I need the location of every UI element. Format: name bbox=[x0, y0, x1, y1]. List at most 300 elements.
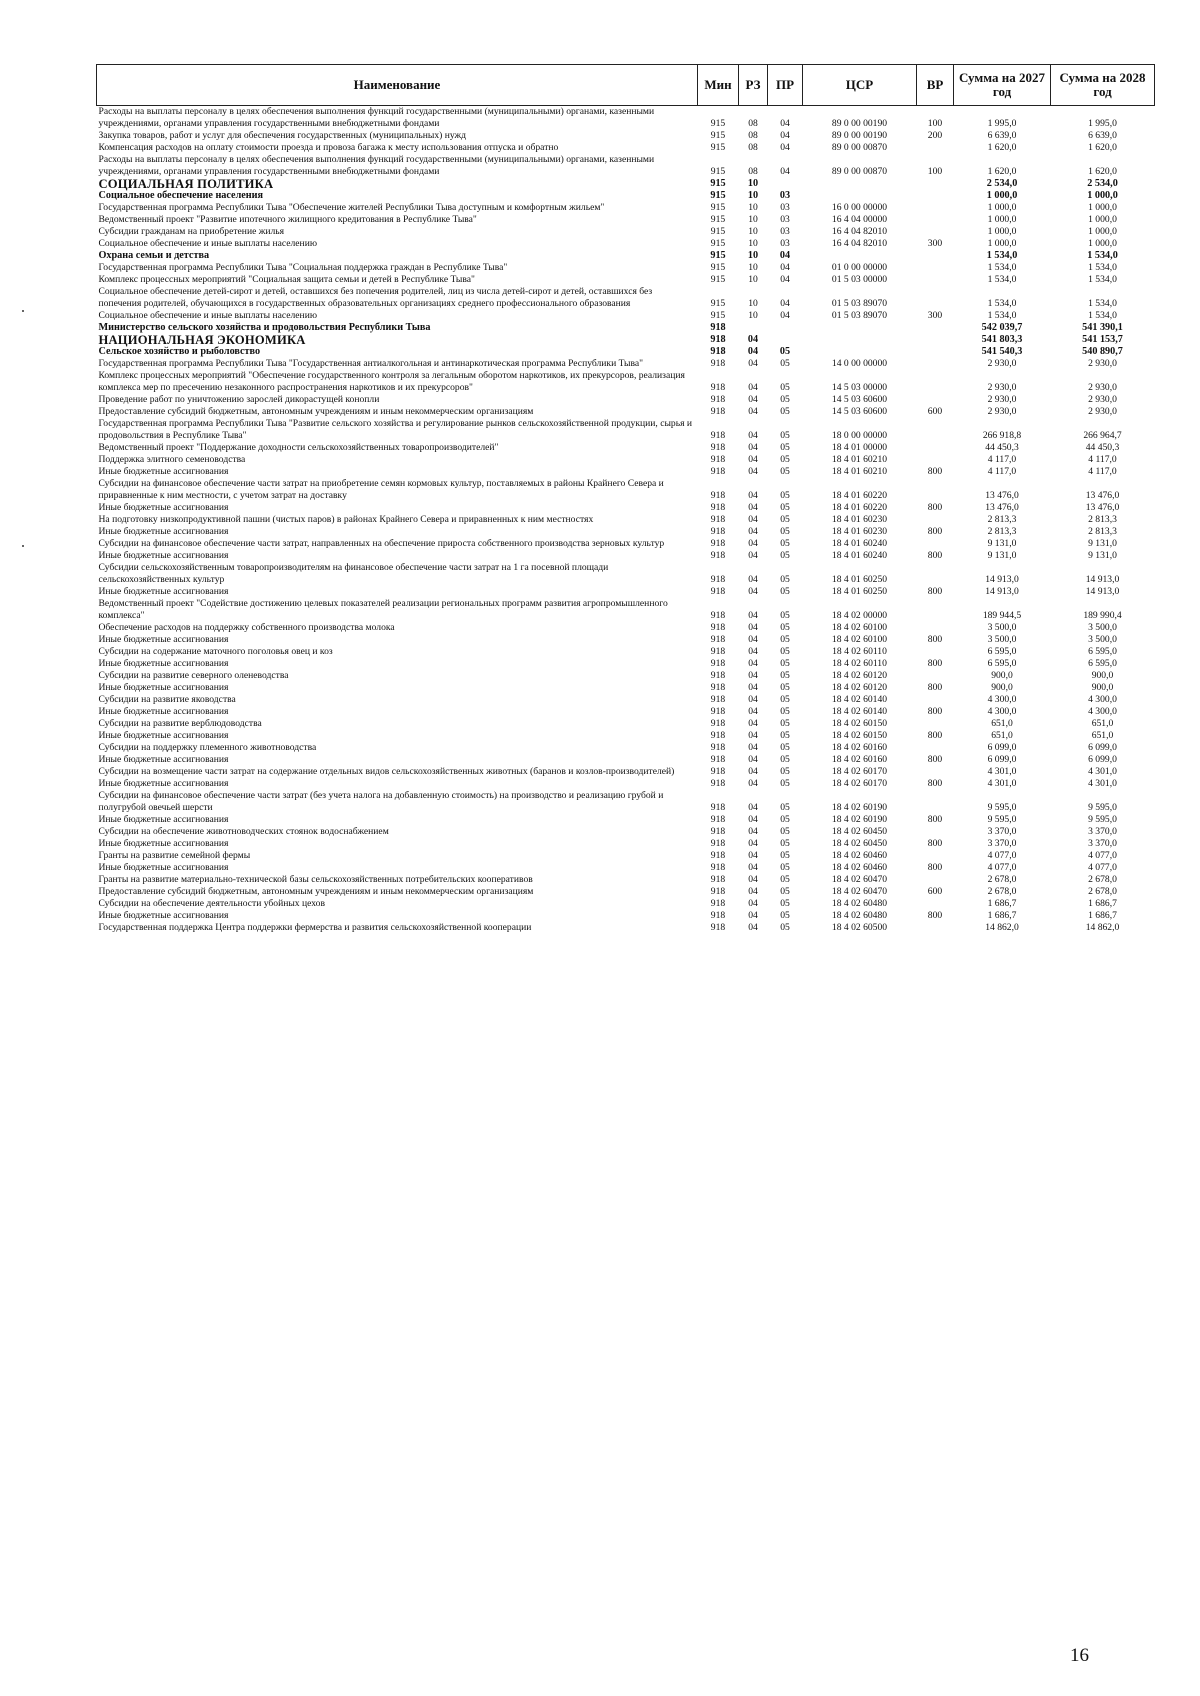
cell-vr bbox=[917, 898, 954, 910]
table-row bbox=[97, 922, 1155, 934]
cell-rz: 04 bbox=[748, 430, 758, 441]
cell-sum-2028: 3 370,0 bbox=[1088, 826, 1117, 837]
cell-csr: 01 0 00 00000 bbox=[831, 262, 888, 273]
cell-name: Социальное обеспечение и иные выплаты населению bbox=[98, 310, 317, 321]
cell-sum-2028: 541 153,7 bbox=[1082, 334, 1123, 345]
cell-name: Субсидии на развитие верблюдоводства bbox=[98, 718, 262, 729]
table-row bbox=[97, 622, 1155, 634]
cell-vr: 800 bbox=[927, 862, 943, 873]
cell-sum-2028: 3 370,0 bbox=[1088, 838, 1117, 849]
cell-name: Субсидии на финансовое обеспечение части затрат, направленных на обеспечение прироста собственного производства зерновых культур bbox=[98, 538, 665, 549]
cell-csr: 18 4 01 60230 bbox=[831, 526, 888, 537]
cell-min: 918 bbox=[710, 382, 726, 393]
cell-sum-2027: 541 540,3 bbox=[981, 346, 1023, 357]
cell-pr: 05 bbox=[780, 706, 790, 717]
table-row bbox=[97, 502, 1155, 514]
table-row bbox=[97, 562, 1155, 586]
cell-csr: 89 0 00 00190 bbox=[831, 118, 888, 129]
cell-sum-2028: 540 890,7 bbox=[1082, 346, 1123, 357]
cell-rz: 10 bbox=[748, 298, 758, 309]
cell-csr: 89 0 00 00870 bbox=[831, 166, 888, 177]
cell-rz: 04 bbox=[748, 766, 758, 777]
cell-name: Субсидии на обеспечение животноводческих стоянок водоснабжением bbox=[98, 826, 389, 837]
cell-csr: 18 4 02 60450 bbox=[831, 826, 888, 837]
cell-sum-2028: 4 077,0 bbox=[1088, 850, 1117, 861]
cell-rz: 04 bbox=[748, 586, 758, 597]
budget-table bbox=[96, 64, 1155, 934]
cell-min: 918 bbox=[710, 814, 726, 825]
cell-name: Закупка товаров, работ и услуг для обеспечения государственных (муниципальных) нужд bbox=[98, 130, 467, 141]
header-vr: ВР bbox=[917, 65, 954, 106]
cell-rz: 04 bbox=[748, 670, 758, 681]
cell-name: Иные бюджетные ассигнования bbox=[98, 730, 229, 741]
cell-min: 918 bbox=[710, 610, 726, 621]
cell-sum-2027: 542 039,7 bbox=[981, 322, 1023, 333]
table-row bbox=[97, 730, 1155, 742]
table-row bbox=[97, 694, 1155, 706]
cell-min: 918 bbox=[710, 658, 726, 669]
cell-vr: 800 bbox=[927, 910, 943, 921]
cell-vr bbox=[917, 478, 954, 502]
cell-pr: 05 bbox=[780, 406, 790, 417]
cell-name: Иные бюджетные ассигнования bbox=[98, 778, 229, 789]
cell-name: Государственная программа Республики Тыва "Социальная поддержка граждан в Республике Тыва" bbox=[98, 262, 508, 273]
cell-min: 918 bbox=[710, 634, 726, 645]
cell-name: Иные бюджетные ассигнования bbox=[98, 838, 229, 849]
cell-sum-2028: 1 534,0 bbox=[1087, 250, 1118, 261]
cell-sum-2027: 1 620,0 bbox=[987, 142, 1017, 153]
cell-min: 918 bbox=[710, 514, 726, 525]
cell-sum-2028: 9 595,0 bbox=[1088, 802, 1117, 813]
cell-sum-2028: 2 813,3 bbox=[1088, 526, 1117, 537]
cell-csr: 18 4 02 60470 bbox=[831, 874, 888, 885]
cell-min: 918 bbox=[710, 526, 726, 537]
cell-min: 915 bbox=[710, 142, 726, 153]
cell-pr: 05 bbox=[780, 826, 790, 837]
cell-pr: 05 bbox=[780, 586, 790, 597]
cell-name: Субсидии гражданам на приобретение жилья bbox=[98, 226, 285, 237]
cell-rz: 04 bbox=[748, 898, 758, 909]
cell-sum-2028: 4 077,0 bbox=[1088, 862, 1117, 873]
cell-rz: 10 bbox=[748, 202, 758, 213]
cell-sum-2028: 2 930,0 bbox=[1088, 394, 1117, 405]
cell-csr: 18 4 02 60500 bbox=[831, 922, 888, 933]
cell-min: 918 bbox=[710, 682, 726, 693]
cell-vr: 800 bbox=[927, 814, 943, 825]
cell-vr bbox=[917, 286, 954, 310]
cell-vr bbox=[917, 670, 954, 682]
cell-sum-2028: 4 300,0 bbox=[1088, 706, 1117, 717]
cell-pr: 05 bbox=[780, 358, 790, 369]
cell-csr: 18 4 01 60230 bbox=[831, 514, 888, 525]
cell-vr bbox=[917, 646, 954, 658]
cell-name: НАЦИОНАЛЬНАЯ ЭКОНОМИКА bbox=[98, 333, 306, 347]
cell-sum-2028: 1 534,0 bbox=[1088, 298, 1117, 309]
cell-name: Субсидии на развитие яководства bbox=[98, 694, 236, 705]
table-row bbox=[97, 394, 1155, 406]
cell-min: 918 bbox=[710, 622, 726, 633]
cell-min: 918 bbox=[710, 766, 726, 777]
cell-sum-2027: 9 595,0 bbox=[987, 802, 1017, 813]
cell-sum-2027: 1 995,0 bbox=[987, 118, 1017, 129]
cell-min: 918 bbox=[710, 778, 726, 789]
cell-name: Иные бюджетные ассигнования bbox=[98, 682, 229, 693]
cell-sum-2028: 6 099,0 bbox=[1088, 754, 1117, 765]
cell-rz: 04 bbox=[748, 574, 758, 585]
cell-vr: 800 bbox=[927, 754, 943, 765]
cell-pr: 05 bbox=[780, 754, 790, 765]
cell-min: 918 bbox=[710, 862, 726, 873]
cell-min: 918 bbox=[710, 346, 726, 357]
cell-csr: 18 4 02 60140 bbox=[831, 694, 888, 705]
cell-pr: 05 bbox=[780, 514, 790, 525]
cell-min: 918 bbox=[710, 826, 726, 837]
cell-sum-2028: 6 099,0 bbox=[1088, 742, 1117, 753]
cell-pr: 05 bbox=[780, 454, 790, 465]
cell-rz: 04 bbox=[748, 442, 758, 453]
cell-name: Иные бюджетные ассигнования bbox=[98, 526, 229, 537]
cell-vr: 600 bbox=[927, 406, 943, 417]
cell-sum-2028: 13 476,0 bbox=[1085, 490, 1120, 501]
cell-sum-2027: 4 300,0 bbox=[987, 694, 1017, 705]
table-body bbox=[97, 106, 1155, 935]
cell-pr: 05 bbox=[780, 898, 790, 909]
cell-min: 915 bbox=[710, 190, 726, 201]
header-name: Наименование bbox=[97, 65, 698, 106]
cell-sum-2027: 1 620,0 bbox=[987, 166, 1017, 177]
table-row bbox=[97, 214, 1155, 226]
cell-min: 918 bbox=[710, 406, 726, 417]
cell-pr: 05 bbox=[780, 718, 790, 729]
table-row bbox=[97, 790, 1155, 814]
cell-csr bbox=[803, 322, 917, 334]
cell-pr: 05 bbox=[780, 910, 790, 921]
cell-rz: 04 bbox=[748, 706, 758, 717]
table-row bbox=[97, 742, 1155, 754]
cell-min: 918 bbox=[710, 922, 726, 933]
cell-pr: 05 bbox=[780, 526, 790, 537]
header-csr: ЦСР bbox=[803, 65, 917, 106]
cell-pr: 05 bbox=[780, 886, 790, 897]
cell-vr: 800 bbox=[927, 730, 943, 741]
cell-name: Субсидии на развитие северного оленеводства bbox=[98, 670, 289, 681]
cell-csr: 16 0 00 00000 bbox=[831, 202, 888, 213]
cell-rz: 04 bbox=[748, 874, 758, 885]
cell-name: Гранты на развитие материально-технической базы сельскохозяйственных потребительских кооперативов bbox=[98, 874, 533, 885]
cell-pr: 05 bbox=[780, 538, 790, 549]
table-row bbox=[97, 670, 1155, 682]
cell-csr: 18 4 01 60220 bbox=[831, 502, 888, 513]
cell-csr bbox=[803, 178, 917, 190]
cell-sum-2027: 3 370,0 bbox=[987, 838, 1017, 849]
cell-sum-2028: 2 678,0 bbox=[1088, 874, 1117, 885]
cell-sum-2027: 1 534,0 bbox=[987, 274, 1017, 285]
cell-sum-2027: 1 000,0 bbox=[987, 214, 1017, 225]
cell-sum-2028: 44 450,3 bbox=[1085, 442, 1120, 453]
cell-vr bbox=[917, 454, 954, 466]
cell-sum-2027: 6 639,0 bbox=[987, 130, 1017, 141]
cell-sum-2028: 6 639,0 bbox=[1088, 130, 1117, 141]
cell-rz: 08 bbox=[748, 166, 758, 177]
cell-pr: 05 bbox=[780, 922, 790, 933]
cell-pr: 05 bbox=[780, 814, 790, 825]
cell-pr: 05 bbox=[780, 730, 790, 741]
table-row bbox=[97, 658, 1155, 670]
cell-name: Государственная программа Республики Тыва "Государственная антиалкогольная и антинаркотическая программа Республики Тыва" bbox=[98, 358, 644, 369]
cell-vr bbox=[917, 346, 954, 358]
cell-sum-2028: 1 534,0 bbox=[1088, 310, 1117, 321]
cell-sum-2028: 14 862,0 bbox=[1085, 922, 1120, 933]
table-row bbox=[97, 682, 1155, 694]
table-row bbox=[97, 910, 1155, 922]
cell-sum-2028: 651,0 bbox=[1091, 730, 1114, 741]
scan-speck bbox=[22, 545, 24, 547]
cell-rz: 10 bbox=[747, 178, 759, 189]
cell-pr: 05 bbox=[780, 862, 790, 873]
cell-sum-2027: 9 595,0 bbox=[987, 814, 1017, 825]
scan-speck bbox=[22, 310, 24, 312]
cell-min: 918 bbox=[710, 466, 726, 477]
cell-sum-2028: 1 620,0 bbox=[1088, 166, 1117, 177]
cell-min: 918 bbox=[710, 754, 726, 765]
table-row bbox=[97, 862, 1155, 874]
cell-pr: 03 bbox=[780, 238, 790, 249]
cell-sum-2027: 3 500,0 bbox=[987, 634, 1017, 645]
cell-min: 915 bbox=[710, 118, 726, 129]
cell-sum-2028: 1 686,7 bbox=[1088, 910, 1117, 921]
cell-csr: 16 4 04 00000 bbox=[831, 214, 888, 225]
cell-rz: 04 bbox=[747, 346, 759, 357]
cell-pr: 05 bbox=[780, 670, 790, 681]
cell-name: Государственная программа Республики Тыва "Развитие сельского хозяйства и регулирование рынков сельскохозяйственной продукции, сырья и продовольствия в Республике Тыва" bbox=[98, 418, 693, 441]
cell-csr: 18 4 02 60170 bbox=[831, 778, 888, 789]
table-row bbox=[97, 178, 1155, 190]
table-row bbox=[97, 898, 1155, 910]
cell-name: Расходы на выплаты персоналу в целях обеспечения выполнения функций государственными (муниципальными) органами, казенными учреждениями, органами управления государственными внебюджетными фондами bbox=[98, 106, 655, 129]
cell-sum-2027: 6 595,0 bbox=[987, 658, 1017, 669]
cell-rz: 10 bbox=[748, 262, 758, 273]
cell-sum-2027: 1 686,7 bbox=[987, 910, 1017, 921]
table-row bbox=[97, 346, 1155, 358]
cell-csr: 18 4 02 60450 bbox=[831, 838, 888, 849]
cell-rz: 04 bbox=[748, 646, 758, 657]
cell-vr bbox=[917, 274, 954, 286]
table-row bbox=[97, 226, 1155, 238]
cell-rz: 10 bbox=[748, 226, 758, 237]
cell-pr: 04 bbox=[780, 166, 790, 177]
cell-sum-2027: 4 077,0 bbox=[987, 862, 1017, 873]
cell-min: 915 bbox=[710, 238, 726, 249]
cell-sum-2027: 6 099,0 bbox=[987, 754, 1017, 765]
cell-name: Социальное обеспечение и иные выплаты населению bbox=[98, 238, 317, 249]
cell-csr: 18 4 02 60110 bbox=[832, 658, 887, 669]
cell-pr: 05 bbox=[780, 766, 790, 777]
cell-name: Поддержка элитного семеноводства bbox=[98, 454, 246, 465]
cell-pr: 05 bbox=[780, 742, 790, 753]
cell-sum-2027: 2 813,3 bbox=[987, 514, 1017, 525]
cell-vr bbox=[917, 442, 954, 454]
cell-csr: 18 4 02 60470 bbox=[831, 886, 888, 897]
cell-sum-2027: 4 300,0 bbox=[987, 706, 1017, 717]
cell-sum-2028: 1 534,0 bbox=[1088, 262, 1117, 273]
cell-vr: 100 bbox=[927, 118, 943, 129]
cell-pr bbox=[768, 178, 803, 190]
cell-rz: 04 bbox=[748, 742, 758, 753]
cell-rz: 10 bbox=[748, 214, 758, 225]
cell-rz: 04 bbox=[748, 610, 758, 621]
table-row bbox=[97, 886, 1155, 898]
cell-sum-2028: 14 913,0 bbox=[1085, 586, 1120, 597]
table-row bbox=[97, 154, 1155, 178]
cell-sum-2028: 1 686,7 bbox=[1088, 898, 1117, 909]
cell-vr bbox=[917, 262, 954, 274]
cell-vr bbox=[917, 178, 954, 190]
cell-sum-2027: 4 301,0 bbox=[987, 778, 1017, 789]
cell-pr: 04 bbox=[779, 250, 791, 261]
table-row bbox=[97, 538, 1155, 550]
cell-min: 918 bbox=[710, 694, 726, 705]
cell-sum-2027: 4 117,0 bbox=[987, 466, 1017, 477]
cell-csr: 18 4 01 60250 bbox=[831, 574, 888, 585]
cell-rz: 08 bbox=[748, 118, 758, 129]
cell-csr: 18 4 02 00000 bbox=[831, 610, 888, 621]
cell-pr: 05 bbox=[780, 646, 790, 657]
cell-min: 918 bbox=[710, 874, 726, 885]
cell-min: 915 bbox=[710, 166, 726, 177]
cell-rz: 04 bbox=[748, 550, 758, 561]
cell-vr: 600 bbox=[927, 886, 943, 897]
cell-csr bbox=[803, 334, 917, 346]
cell-csr: 18 4 02 60480 bbox=[831, 910, 888, 921]
cell-vr: 800 bbox=[927, 706, 943, 717]
cell-csr: 18 4 02 60100 bbox=[831, 634, 888, 645]
document-page bbox=[96, 64, 1154, 934]
cell-sum-2027: 14 913,0 bbox=[985, 586, 1019, 597]
cell-rz: 08 bbox=[748, 142, 758, 153]
cell-rz: 04 bbox=[748, 526, 758, 537]
cell-min: 918 bbox=[710, 886, 726, 897]
cell-rz: 10 bbox=[748, 274, 758, 285]
table-row bbox=[97, 142, 1155, 154]
cell-min: 918 bbox=[710, 838, 726, 849]
cell-csr: 18 4 02 60140 bbox=[831, 706, 888, 717]
cell-sum-2028: 9 131,0 bbox=[1088, 550, 1117, 561]
cell-sum-2027: 14 913,0 bbox=[985, 574, 1019, 585]
cell-sum-2028: 4 117,0 bbox=[1088, 454, 1117, 465]
cell-csr: 18 4 02 60100 bbox=[831, 622, 888, 633]
cell-vr bbox=[917, 562, 954, 586]
cell-csr: 18 4 01 60210 bbox=[831, 454, 888, 465]
table-header-row bbox=[97, 65, 1155, 106]
table-row bbox=[97, 262, 1155, 274]
cell-min: 918 bbox=[710, 502, 726, 513]
cell-csr: 18 4 01 60220 bbox=[831, 490, 888, 501]
table-row bbox=[97, 814, 1155, 826]
cell-min: 915 bbox=[710, 310, 726, 321]
cell-name: Государственная поддержка Центра поддержки фермерства и развития сельскохозяйственной кооперации bbox=[98, 922, 532, 933]
cell-sum-2027: 900,0 bbox=[991, 682, 1013, 693]
cell-name: Компенсация расходов на оплату стоимости проезда и провоза багажа к месту использования отпуска и обратно bbox=[98, 142, 559, 153]
cell-pr: 05 bbox=[780, 658, 790, 669]
cell-name: Предоставление субсидий бюджетным, автономным учреждениям и иным некоммерческим организациям bbox=[98, 886, 534, 897]
cell-sum-2028: 1 000,0 bbox=[1088, 202, 1117, 213]
cell-min: 918 bbox=[710, 742, 726, 753]
cell-rz: 04 bbox=[748, 622, 758, 633]
cell-name: Гранты на развитие семейной фермы bbox=[98, 850, 251, 861]
cell-min: 918 bbox=[710, 802, 726, 813]
cell-csr: 01 5 03 89070 bbox=[831, 298, 888, 309]
cell-vr bbox=[917, 250, 954, 262]
cell-pr: 03 bbox=[780, 202, 790, 213]
cell-pr: 04 bbox=[780, 262, 790, 273]
cell-sum-2028: 2 678,0 bbox=[1088, 886, 1117, 897]
cell-vr bbox=[917, 358, 954, 370]
cell-name: Социальное обеспечение детей-сирот и детей, оставшихся без попечения родителей, лиц из числа детей-сирот и детей, оставшихся без попечения родителей, обучающихся в государственных образовательных организациях среднего профессионального образования bbox=[98, 286, 653, 309]
cell-sum-2027: 2 930,0 bbox=[987, 394, 1017, 405]
cell-sum-2027: 4 117,0 bbox=[987, 454, 1017, 465]
table-row bbox=[97, 838, 1155, 850]
cell-csr: 18 4 02 60480 bbox=[831, 898, 888, 909]
cell-sum-2027: 4 077,0 bbox=[987, 850, 1017, 861]
cell-pr: 05 bbox=[780, 490, 790, 501]
cell-rz: 04 bbox=[748, 514, 758, 525]
cell-sum-2027: 541 803,3 bbox=[981, 334, 1023, 345]
cell-name: Социальное обеспечение населения bbox=[98, 190, 264, 201]
cell-pr: 05 bbox=[780, 610, 790, 621]
cell-pr: 05 bbox=[780, 802, 790, 813]
cell-sum-2027: 13 476,0 bbox=[985, 502, 1019, 513]
cell-rz: 04 bbox=[748, 910, 758, 921]
table-row bbox=[97, 646, 1155, 658]
cell-pr: 04 bbox=[780, 142, 790, 153]
cell-min: 918 bbox=[710, 670, 726, 681]
cell-name: СОЦИАЛЬНАЯ ПОЛИТИКА bbox=[98, 177, 274, 191]
cell-name: Предоставление субсидий бюджетным, автономным учреждениям и иным некоммерческим организациям bbox=[98, 406, 534, 417]
cell-name: Расходы на выплаты персоналу в целях обеспечения выполнения функций государственными (муниципальными) органами, казенными учреждениями, органами управления государственными внебюджетными фондами bbox=[98, 154, 655, 177]
cell-rz: 04 bbox=[748, 850, 758, 861]
cell-name: Субсидии на поддержку племенного животноводства bbox=[98, 742, 317, 753]
cell-csr: 14 0 00 00000 bbox=[831, 358, 888, 369]
cell-min: 915 bbox=[710, 262, 726, 273]
cell-sum-2028: 4 301,0 bbox=[1088, 778, 1117, 789]
table-row bbox=[97, 454, 1155, 466]
cell-rz: 04 bbox=[748, 394, 758, 405]
cell-sum-2027: 651,0 bbox=[991, 718, 1013, 729]
cell-vr bbox=[917, 850, 954, 862]
cell-pr: 04 bbox=[780, 274, 790, 285]
cell-min: 918 bbox=[710, 442, 726, 453]
cell-vr bbox=[917, 190, 954, 202]
cell-vr bbox=[917, 214, 954, 226]
cell-name: Субсидии на финансовое обеспечение части затрат на приобретение семян кормовых культур, поставляемых в районы Крайнего Севера и приравненные к ним местности, с учетом затрат на доставку bbox=[98, 478, 664, 501]
cell-rz: 08 bbox=[748, 130, 758, 141]
cell-csr: 18 0 00 00000 bbox=[831, 430, 888, 441]
cell-pr: 05 bbox=[780, 622, 790, 633]
cell-name: Проведение работ по уничтожению зарослей дикорастущей конопли bbox=[98, 394, 380, 405]
cell-name: Комплекс процессных мероприятий "Социальная защита семьи и детей в Республике Тыва" bbox=[98, 274, 475, 285]
cell-pr: 05 bbox=[780, 838, 790, 849]
cell-rz: 04 bbox=[748, 634, 758, 645]
cell-sum-2027: 2 930,0 bbox=[987, 382, 1017, 393]
cell-sum-2028: 1 534,0 bbox=[1088, 274, 1117, 285]
cell-rz bbox=[739, 322, 768, 334]
cell-vr bbox=[917, 598, 954, 622]
cell-csr: 89 0 00 00870 bbox=[831, 142, 888, 153]
cell-sum-2027: 4 301,0 bbox=[987, 766, 1017, 777]
cell-min: 918 bbox=[710, 550, 726, 561]
cell-rz: 04 bbox=[747, 334, 759, 345]
cell-vr bbox=[917, 418, 954, 442]
